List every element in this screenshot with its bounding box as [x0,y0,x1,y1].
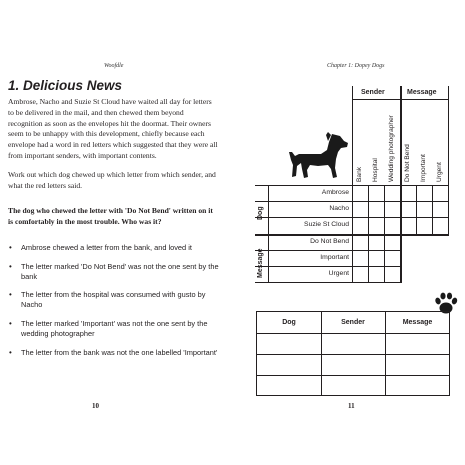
grid-line [255,282,401,283]
clue-item [8,262,220,282]
grid-line [255,201,449,202]
bullet-icon: • [9,243,12,252]
clue-text: The letter from the bank was not the one labelled 'Important' [21,347,218,357]
answer-header-message: Message [402,319,433,326]
row-label-nacho: Nacho [329,205,349,212]
row-group-message: Message [257,248,264,278]
grid-line [255,217,449,218]
grid-line [255,266,401,267]
grid-line [416,185,417,235]
column-group-sender: Sender [361,89,385,96]
column-label-urgent: Urgent [436,162,443,182]
clue-item [8,319,220,339]
column-label-important: Important [420,154,427,182]
clue-item [8,290,220,310]
column-label-bank: Bank [356,166,363,182]
clue-text: The letter marked 'Do Not Bend' was not the one sent by the bank [21,261,219,281]
puzzle-title: 1. Delicious News [8,78,123,93]
answer-header-sender: Sender [341,319,365,326]
grid-line [255,250,401,251]
intro-paragraph-1: Ambrose, Nacho and Suzie St Cloud have waited all day for letters to be delivered in the mail, and then chewed them beyond recognition as soon as the envelopes hit the doormat. Their owners seem to be unhappy with this development, chiefly because each envelope had a word in red letters which suggested that they were all from important senders, with important contents. [8,97,218,160]
left-running-head: Woofdle [104,63,124,69]
right-running-head: Chapter 1: Dopey Dogs [327,63,385,69]
clue-text: Ambrose chewed a letter from the bank, and loved it [21,243,192,252]
row-label-suzie-st-cloud: Suzie St Cloud [304,221,349,228]
intro-paragraph-2: Work out which dog chewed up which letter from which sender, and what the red letters said. [8,169,216,190]
left-page-number: 10 [92,402,99,410]
clue-text: The letter from the hospital was consumed with gusto by Nacho [21,290,206,310]
clue-item [8,348,220,358]
column-label-wedding-photographer: Wedding photographer [388,115,395,182]
grid-line [448,86,449,235]
grid-line [257,375,450,376]
row-label-do-not-bend: Do Not Bend [310,238,349,245]
clue-item [8,243,220,253]
column-group-message: Message [407,89,437,96]
row-label-important: Important [320,254,349,261]
grid-line [255,234,449,236]
puzzle-question: The dog who chewed the letter with 'Do Not Bend' written on it is comfortably in the most trouble. Who was it? [8,206,213,226]
grid-line [257,354,450,355]
grid-line [257,333,450,334]
clue-text: The letter marked 'Important' was not the one sent by the wedding photographer [21,318,208,339]
grid-line [255,185,449,186]
grid-line [268,185,269,283]
column-label-hospital: Hospital [372,158,379,182]
logic-grid [255,86,455,286]
bullet-icon: • [9,290,12,300]
right-page-number: 11 [348,402,355,410]
bullet-icon: • [9,318,12,328]
clue-list [8,243,220,366]
grid-line [432,185,433,235]
answer-table [256,311,450,396]
answer-header-dog: Dog [282,319,296,326]
bullet-icon: • [9,347,12,357]
column-label-do-not-bend: Do Not Bend [404,144,411,182]
bullet-icon: • [9,261,12,271]
row-label-ambrose: Ambrose [321,189,349,196]
intro-text [8,97,218,199]
row-group-dog: Dog [257,206,264,220]
row-label-urgent: Urgent [328,270,349,277]
grid-line [352,99,449,100]
